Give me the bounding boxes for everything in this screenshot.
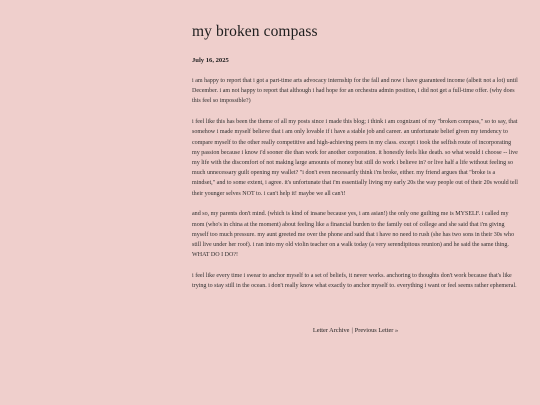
- nav-separator: |: [351, 327, 353, 334]
- blog-title[interactable]: my broken compass: [192, 23, 318, 40]
- post-column: [192, 23, 519, 302]
- post-paragraph: i am happy to report that i got a part-time arts advocacy internship for the fall and now i have guaranteed income (albeit not a lot) until December. i am not happy to report that although i had hope for an orchestra admin position, i did not get a full-time offer. (why does this feel so impossible?): [192, 78, 518, 105]
- post-body: [192, 76, 519, 291]
- post-paragraph: i feel like every time i swear to anchor myself to a set of beliefs, it never works. anchoring to thoughts don't work because that's like trying to stay still in the ocean. i don't really know what exactly to anchor myself to. everything i want or feel seems rather ephemeral.: [192, 273, 517, 290]
- post-paragraph: and so, my parents don't mind. (which is kind of insane because yes, i am asian!) the only one guilting me is MYSELF. i called my mom (who's in china at the moment) about feeling like a financial burden to the family out of college and she said that i'm giving myself too much pressure. my aunt greeted me over the phone and said that i have no need to rush (she has two sons in their 30s who still live under her roof). i ran into my old violin teacher on a walk today (a very serendipitous reunion) and he said the same thing. WHAT DO I DO?!: [192, 211, 515, 259]
- letter-archive-link[interactable]: Letter Archive: [312, 327, 350, 334]
- post-navigation: [192, 326, 519, 336]
- previous-letter-link[interactable]: Previous Letter »: [354, 327, 399, 334]
- post-date: July 16, 2025: [192, 57, 229, 64]
- post-paragraph: i feel like this has been the theme of all my posts since i made this blog; i think i am cognizant of my "broken compass," so to say, that somehow i made myself believe that i am only lovable if i have a stable job and career. an unfortunate belief given my tendency to compare myself to the other really competitive and high-achieving peers in my class. except i took the selfish route of incorporating my passion because i know i'd sooner die than work for another corporation. it honestly feels like death. so what would i choose -- live my life with the discomfort of not making large amounts of money but still do work i believe in? or live half a life without feeling so much unnecessary guilt opening my wallet? "i don't even necessarily think i'm broke, either. my friend argues that "broke is a mindset," and to some extent, i agree. it's unfortunate that i'm essentially living my early 20s the way people out of their 20s would tell their younger selves NOT to. i can't help it! maybe we all can't!: [192, 119, 518, 197]
